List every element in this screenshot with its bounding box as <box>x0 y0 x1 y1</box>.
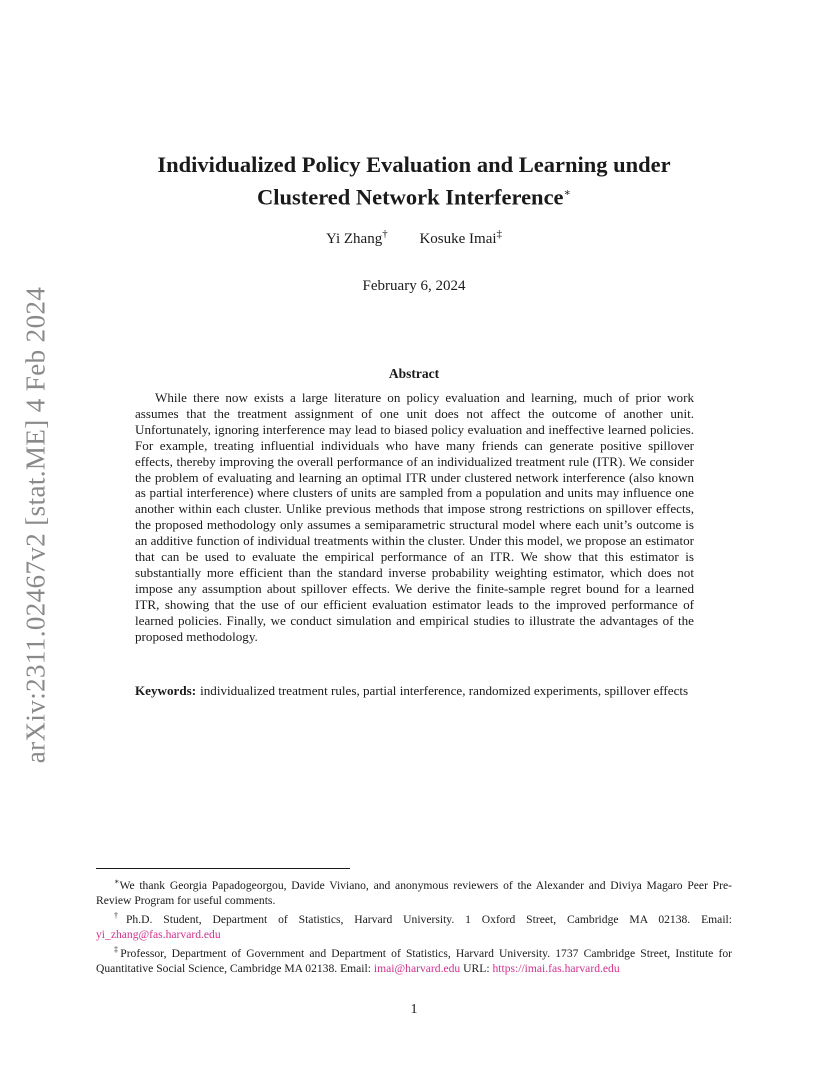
title-line-2: Clustered Network Interference <box>256 184 564 210</box>
homepage-link[interactable]: https://imai.fas.harvard.edu <box>492 961 620 975</box>
footnote-divider <box>96 868 350 869</box>
keywords <box>135 683 694 699</box>
publication-date: February 6, 2024 <box>362 278 466 294</box>
title-line-1: Individualized Policy Evaluation and Learning under <box>157 152 671 177</box>
footnote-mark: ∗ <box>114 877 120 886</box>
author-yi-zhang <box>325 228 388 247</box>
footnotes <box>96 874 732 976</box>
footnote-kosuke-imai <box>96 942 732 976</box>
footnote-text: Professor, Department of Government and Department of Statistics, Harvard University. 1737 Cambridge Street, Institute for Quantitative Social Science, Cambridge MA 02138. Email: <box>96 946 732 975</box>
keywords-label: Keywords: <box>135 683 197 698</box>
keywords-text: individualized treatment rules, partial interference, randomized experiments, spillover effects <box>200 683 689 698</box>
footnote-acknowledgement <box>96 874 732 908</box>
footnote-mark: ‡ <box>114 944 121 954</box>
author-footnote-mark[interactable]: ‡ <box>496 228 503 240</box>
abstract-body: While there now exists a large literature on policy evaluation and learning, much of prior work assumes that the treatment assignment of one unit does not affect the outcome of another unit. Unfortunately, ignoring interference may lead to biased policy evaluation and ineffective learned policies. For example, treating influential individuals who have many friends can generate positive spillover effects, thereby improving the overall performance of an individualized treatment rule (ITR). We consider the problem of evaluating and learning an optimal ITR under clustered network interference (also known as partial interference) where clusters of units are sampled from a population and units may influence one another within each cluster. Unlike previous methods that impose strong restrictions on spillover effects, the proposed methodology only assumes a semiparametric structural model where each unit’s outcome is an additive function of individual treatments within the cluster. Under this model, we propose an estimator that can be used to evaluate the empirical performance of an ITR. We show that this estimator is substantially more efficient than the standard inverse probability weighting estimator, which does not impose any assumption about spillover effects. We derive the finite-sample regret bound for a learned ITR, showing that the use of our efficient evaluation estimator leads to the improved performance of learned policies. Finally, we conduct simulation and empirical studies to illustrate the advantages of the proposed methodology. <box>135 390 694 644</box>
arxiv-identifier-stamp: arXiv:2311.02467v2 [stat.ME] 4 Feb 2024 <box>20 286 51 764</box>
author-list <box>0 228 828 248</box>
footnote-mark: † <box>114 910 126 920</box>
author-kosuke-imai <box>419 228 503 247</box>
author-name: Yi Zhang <box>325 231 383 247</box>
page-number: 1 <box>410 1002 418 1017</box>
email-link-yi-zhang[interactable]: yi_zhang@fas.harvard.edu <box>96 927 221 941</box>
title-footnote-mark[interactable]: ∗ <box>563 187 572 199</box>
author-name: Kosuke Imai <box>419 231 497 247</box>
email-link-kosuke-imai[interactable]: imai@harvard.edu <box>373 961 461 975</box>
abstract-heading: Abstract <box>388 366 440 381</box>
footnote-yi-zhang <box>96 908 732 942</box>
paper-title <box>0 150 828 212</box>
footnote-text: Ph.D. Student, Department of Statistics, Harvard University. 1 Oxford Street, Cambridge MA 02138. Email: <box>125 912 732 926</box>
url-label: URL: <box>463 961 490 975</box>
author-footnote-mark[interactable]: † <box>382 228 388 240</box>
footnote-text: We thank Georgia Papadogeorgou, Davide Viviano, and anonymous reviewers of the Alexander and Diviya Magaro Peer Pre-Review Program for useful comments. <box>96 878 732 907</box>
